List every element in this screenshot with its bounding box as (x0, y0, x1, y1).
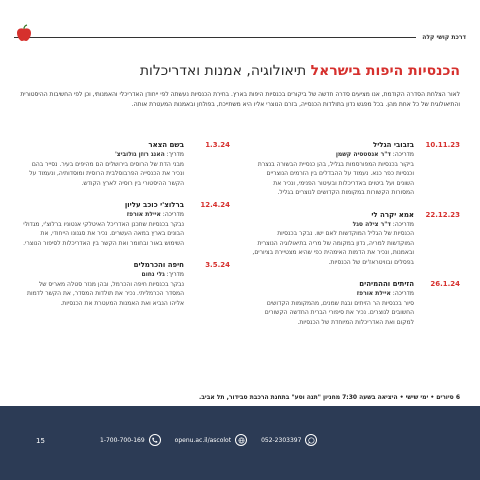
website-url: openu.ac.il/ascolot (174, 436, 232, 444)
lecturer (250, 150, 414, 160)
lecturer (20, 150, 184, 160)
lecturer (250, 220, 414, 230)
lecture-date: 22.12.23 (425, 210, 460, 219)
lecturer-label: מדריכה: (160, 211, 184, 218)
top-bar (14, 30, 466, 44)
lecturer-label: מדריכה: (390, 290, 414, 297)
lecture-item (20, 260, 230, 308)
title-highlight: הכנסיות היפות בישראל (310, 63, 460, 79)
website-link[interactable] (175, 434, 247, 446)
header-divider (14, 37, 416, 38)
lecture-description: סיור בכנסיות הר הזיתים ובגת שמנים, מהמקומות הקדושים החשובים לנוצרים. נכיר את סיפורי הברית החדשה הקשורים למקום ואת האדריכלות המיוחדת של הכנסיות. (264, 299, 414, 326)
lecturer-name: איילת אורפז (356, 290, 391, 297)
page-number: 15 (36, 437, 45, 445)
lecture-title: הזיתים וההמיהים (359, 280, 414, 288)
contact-list (100, 434, 317, 446)
whatsapp-contact[interactable] (261, 434, 317, 446)
lecturer-label: מדריך: (164, 271, 184, 278)
whatsapp-number: 052-2303397 (261, 436, 302, 444)
lecturer-label: מדריכה: (390, 220, 414, 228)
lecture-title: ברלוצ'י כוכב עליון (124, 201, 184, 209)
footer-bar (0, 406, 480, 480)
lecturer-name: האנג רוזן גולוביצ' (114, 151, 165, 158)
lecturer-label: מדריך: (164, 151, 184, 158)
phone-number: 1-700-700-169 (100, 436, 145, 444)
apple-icon (16, 24, 32, 42)
lecture-title: בשם הצאר (148, 141, 184, 149)
lecture-date: 3.5.24 (205, 261, 230, 269)
lecture-description: נבקר בכנסיות שתכנן האדריכל האיטלקי אנטוניו ברלוצ'י, מגדולי הבונים בארץ במאה העשרים. נכיר את סגנונו הייחודי, את השימוש באור ובחומר ואת הקשר בין האדריכלות לסיפור הנוצרי. (23, 220, 184, 247)
series-title: דרכת קושי קלה (422, 33, 466, 41)
lecturer (20, 210, 184, 220)
lecture-item (20, 200, 230, 248)
phone-icon (149, 434, 161, 446)
lectures-column-right (250, 140, 460, 339)
intro-paragraph: לאור הצלחת הסדרה הקודמת, אנו מציעים סדרה חדשה של ביקורים בכנסיות היפות בארץ. בחירת הכנסיות נעשתה לפי ייחודן האדריכלי והאמנותי, וכן לפי החשיבות ההיסטורית והתיאולוגית של כל אחת מהן. בכל מפגש נדון בתולדות הכנסייה, בזרם הנוצרי אליו היא משתייכת, בפולחן ובאמנות המעטרת אותה. (20, 91, 460, 108)
lecture-title: בזבובי הגליל (373, 141, 414, 149)
lecture-description: הכנסיות של הגליל המוקדשות לאם ישו. נבקר בכנסיות המוקדשות למריה, נדון במקומה של מריה בתיאולוגיה הנוצרית ובאמנות, ונכיר את הדמות האימהית כפי שהיא מצטיירת בציורים, בפסלים ובוויטראז'ים של הכנסיות. (252, 230, 414, 266)
lecture-item (250, 140, 460, 198)
lecturer (250, 289, 414, 299)
lecturer (20, 270, 184, 280)
lecture-date: 10.11.23 (425, 141, 460, 149)
lecturer-name: ד"ר אנסטסיה קשמן (335, 151, 391, 158)
lecture-item (20, 140, 230, 188)
lecture-title: חיפה והכרמלים (133, 261, 184, 269)
page-title (20, 62, 460, 80)
phone-contact[interactable] (100, 434, 161, 446)
lecture-description: מבני הדת של הרוסים בירושלים הם מהיפים בעיר. נסייר בהם ונכיר את הכנסייה הפרבוסלבית הרוסית ומוסדותיה, ונעמוד על הקשר ההיסטורי בין רוסיה לארץ הקודש. (29, 160, 184, 187)
title-subtitle: תיאולוגיה, אמנות ואדריכלות (139, 63, 307, 79)
lecture-title: אמא יקרה לי (371, 210, 414, 219)
lectures-column-left (20, 140, 230, 320)
lecturer-label: מדריכה: (390, 151, 414, 158)
lecture-date: 12.4.24 (200, 201, 230, 209)
lecture-description: נבקר בכנסיות חיפה והכרמל, ובהן מנזר סטלה מאריס של המסדר הכרמליתי. נכיר את תולדות המסדר, את הקשר לדמות אליהו הנביא ואת האמנות המעטרת את הכנסיות. (27, 280, 184, 307)
lecture-date: 26.1.24 (430, 280, 460, 288)
lecture-description: ביקור בכנסיות המפורסמות בגליל, בהן כנסיית הבשורה בנצרת וכנסיות כפר כנא. נעמוד על ההבדלים בין הזרמים הנוצריים השונים ועל ביטוים באדריכלות ובעיטור הפנימי, ונכיר את המסורות הקשורות במקומות הקדושים לנוצרים בגליל. (257, 160, 414, 196)
lecture-date: 1.3.24 (205, 141, 230, 149)
whatsapp-icon (305, 434, 317, 446)
web-icon (235, 434, 247, 446)
lecturer-name: ד"ר צילה סגל (352, 220, 391, 228)
schedule-note: 6 סיורים • ימי שישי • היציאה בשעה 7:30 מחניון "תנה וסע" בתחנת הרכבת סבידור, תל אביב. (198, 394, 460, 401)
lecture-item (250, 210, 460, 268)
lecturer-name: איילת אורפז (126, 211, 161, 218)
lecturer-name: גלי נחום (141, 271, 165, 278)
lecture-item (250, 279, 460, 327)
